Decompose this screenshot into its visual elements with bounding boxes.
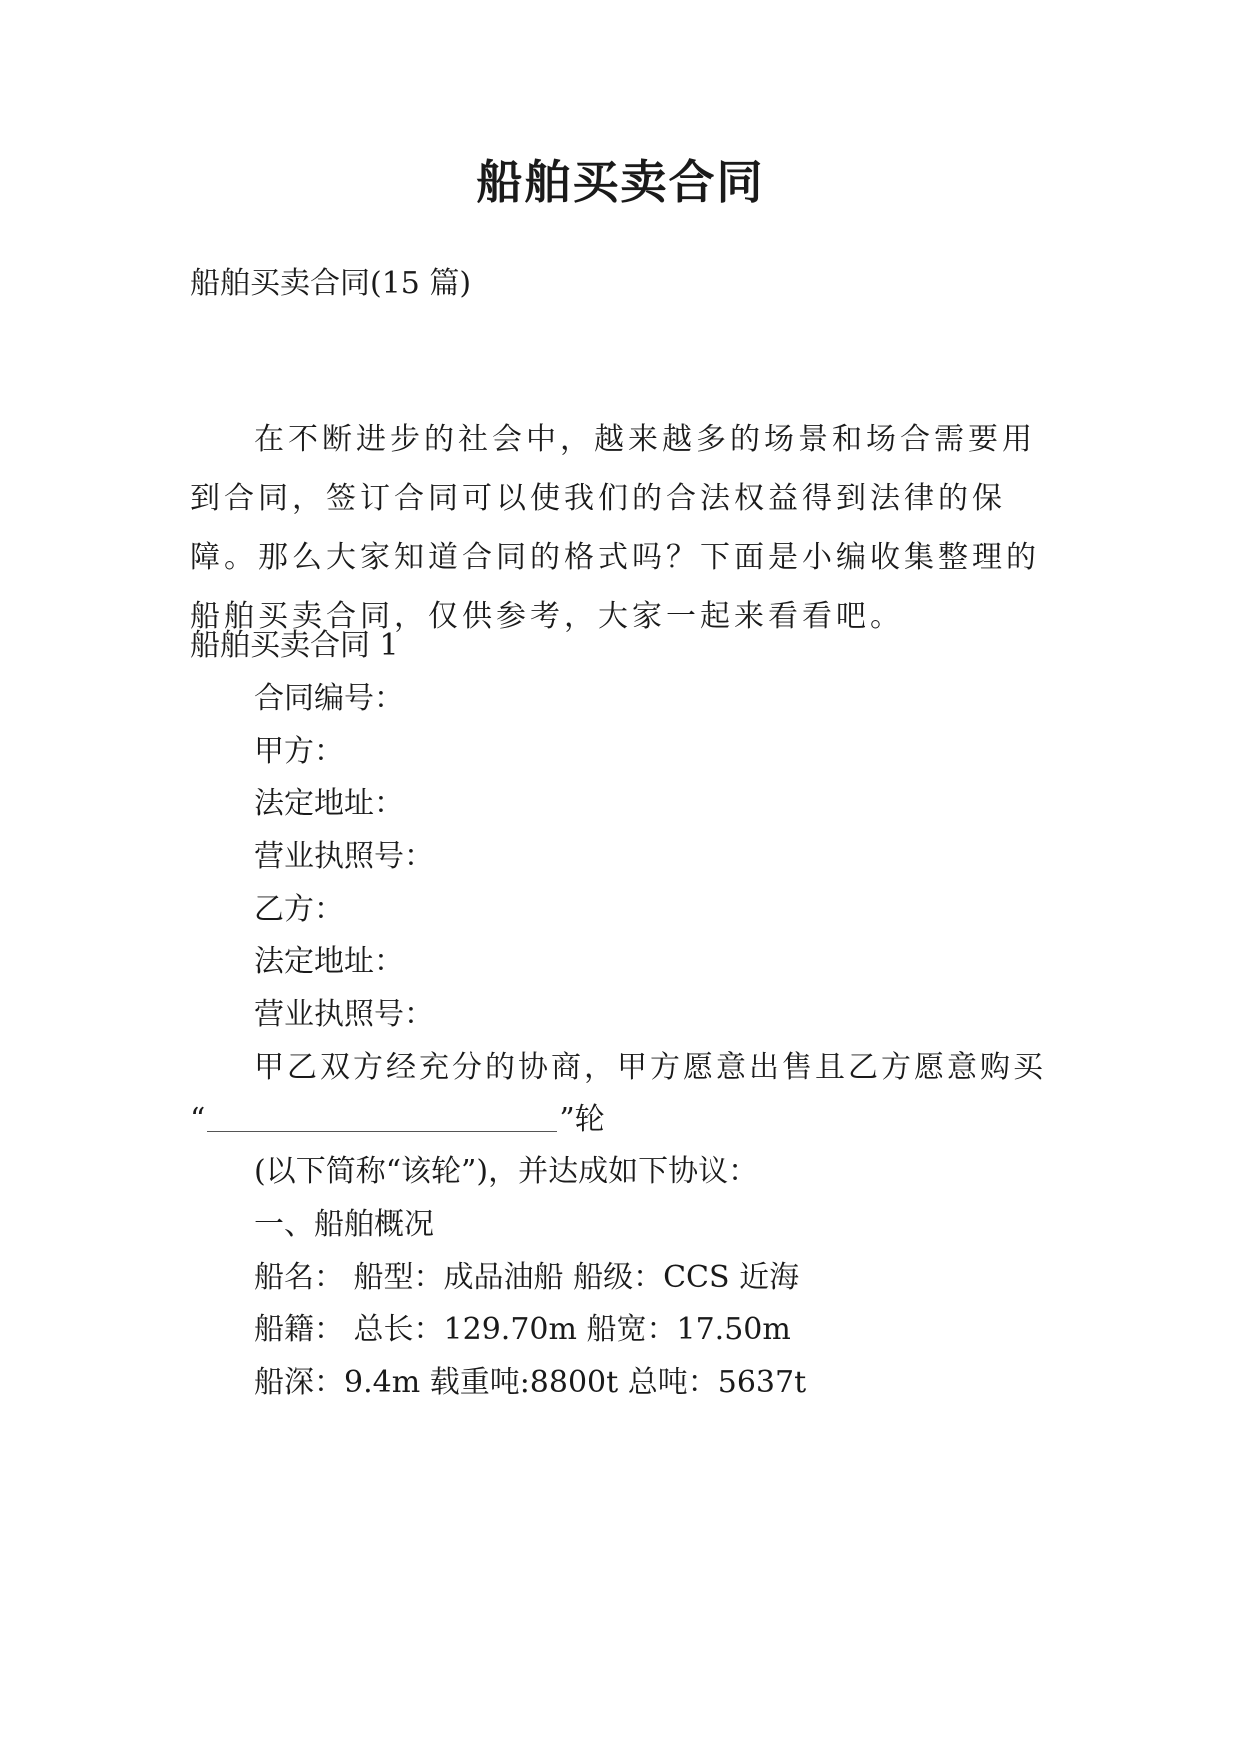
ship-name-blank-line bbox=[190, 1098, 605, 1142]
intro-paragraph: 在不断进步的社会中，越来越多的场景和场合需要用到合同，签订合同可以使我们的合法权益得到法律的保障。那么大家知道合同的格式吗？下面是小编收集整理的船舶买卖合同，仅供参考，大家一起来看看吧。 bbox=[190, 422, 1040, 634]
section-heading: 船舶买卖合同 1 bbox=[190, 628, 399, 663]
ship-name-blank bbox=[207, 1111, 557, 1132]
party-b-address-field: 法定地址： bbox=[254, 944, 404, 979]
agreement-line-1: 甲乙双方经充分的协商，甲方愿意出售且乙方愿意购买 bbox=[254, 1050, 1046, 1085]
quote-close: ”轮 bbox=[559, 1102, 605, 1137]
ship-overview-row-1: 船名： 船型：成品油船 船级：CCS 近海 bbox=[254, 1260, 800, 1295]
party-a-address-field: 法定地址： bbox=[254, 786, 404, 821]
agreement-line-3: (以下简称“该轮”)，并达成如下协议： bbox=[254, 1154, 759, 1189]
contract-number-field: 合同编号： bbox=[254, 681, 404, 716]
quote-open: “ bbox=[190, 1102, 206, 1137]
party-a-license-field: 营业执照号： bbox=[254, 839, 434, 874]
ship-overview-row-3: 船深：9.4m 载重吨:8800t 总吨：5637t bbox=[254, 1365, 807, 1400]
party-a-field: 甲方： bbox=[254, 734, 344, 769]
document-title: 船舶买卖合同 bbox=[476, 155, 765, 209]
party-b-license-field: 营业执照号： bbox=[254, 997, 434, 1032]
party-b-field: 乙方： bbox=[254, 892, 344, 927]
document-subtitle: 船舶买卖合同(15 篇) bbox=[190, 266, 472, 301]
ship-overview-heading: 一、船舶概况 bbox=[254, 1207, 434, 1242]
ship-overview-row-2: 船籍： 总长：129.70m 船宽：17.50m bbox=[254, 1312, 791, 1347]
